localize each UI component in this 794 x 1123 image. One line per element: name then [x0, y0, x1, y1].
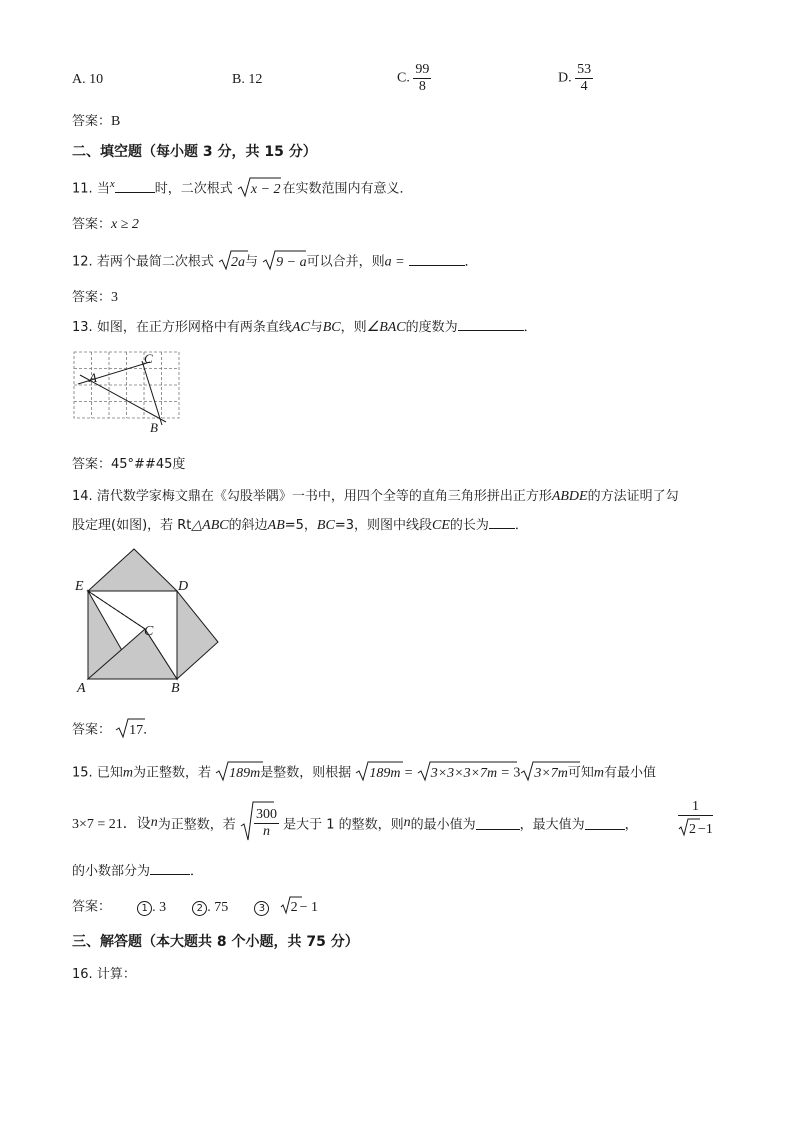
q13-answer: 答案：45°##45度: [72, 457, 186, 472]
label-c: C: [144, 351, 153, 366]
label-b: B: [150, 420, 158, 434]
triangle-right: [177, 591, 218, 679]
q14-square-figure: [70, 542, 225, 702]
q10-option-a: A. 10: [72, 72, 104, 87]
label-d: D: [178, 579, 189, 594]
q14-line2: 股定理(如图)，若 Rt△ABC的斜边AB=5，BC=3，则图中线段CE的长为 ．: [72, 518, 528, 533]
q11-text: 11. 当$^x$ 时，二次根式 x − 2 在实数范围内有意义．: [72, 176, 413, 202]
q13-grid-figure: [70, 348, 188, 434]
label-b: B: [171, 681, 180, 696]
answer-blank[interactable]: [585, 817, 625, 830]
q15-line3: 的小数部分为 ．: [72, 864, 204, 879]
fraction: $\frac{99}{8}$: [415, 62, 430, 94]
answer-blank[interactable]: [409, 253, 465, 266]
numerator: 1: [691, 799, 699, 814]
circled-number: 3: [254, 901, 269, 916]
answer-blank[interactable]: [476, 817, 520, 830]
q16-text: 16. 计算：: [72, 967, 136, 982]
label-c: C: [144, 624, 154, 639]
q10-option-c: C. $\frac{99}{8}$: [397, 62, 430, 94]
answer-blank[interactable]: [115, 180, 155, 193]
q12-text: 12. 若两个最简二次根式 2a与 9 − a可以合并，则a = ．: [72, 249, 478, 275]
answer-blank[interactable]: [458, 318, 524, 331]
label-a: A: [89, 370, 97, 385]
answer-blank[interactable]: [489, 516, 515, 529]
q13-text: 13. 如图，在正方形网格中有两条直线AC与BC，则∠BAC的度数为 ．: [72, 320, 537, 335]
q11-answer: 答案：x ≥ 2: [72, 217, 139, 232]
fraction: $\frac{53}{4}$: [577, 62, 592, 94]
q10-answer: 答案：B: [72, 114, 121, 129]
grid-lines: [74, 352, 179, 418]
triangle-top: [88, 549, 177, 591]
q14-answer: 答案： 17．: [72, 717, 156, 743]
label-e: E: [75, 579, 84, 594]
line-bc: [142, 361, 162, 425]
circled-number: 1: [137, 901, 152, 916]
q12-answer: 答案：3: [72, 290, 119, 305]
q10-option-b: B. 12: [232, 72, 263, 87]
section-3-title: 三、解答题（本大题共 8 个小题，共 75 分）: [72, 934, 359, 950]
label-a: A: [77, 681, 86, 696]
q15-answer: 答案： 1 . 3 2 . 75 3 2 − 1: [72, 895, 318, 919]
section-2-title: 二、填空题（每小题 3 分，共 15 分）: [72, 144, 317, 160]
q14-line1: 14. 清代数学家梅文鼎在《勾股举隅》一书中，用四个全等的直角三角形拼出正方形ABDE的方法证明了勾: [72, 489, 679, 504]
q15-line2: 3×7 = 21．设n为正整数，若 $\frac{300}{n}$ 是大于 1 的整数，则n的最小值为 ，最大值为 ，: [72, 800, 638, 846]
q15-fraction-recip: 1 2 −1: [678, 799, 713, 841]
circled-number: 2: [192, 901, 207, 916]
q15-line1: 15. 已知m为正整数，若 189m是整数，则根据 189m = 3×3×3×7m = 3 3×7m可知m有最小值: [72, 760, 656, 786]
fraction: $\frac{300}{n}$: [255, 806, 277, 839]
answer-blank[interactable]: [150, 862, 190, 875]
q10-option-d: D. $\frac{53}{4}$: [558, 62, 592, 94]
